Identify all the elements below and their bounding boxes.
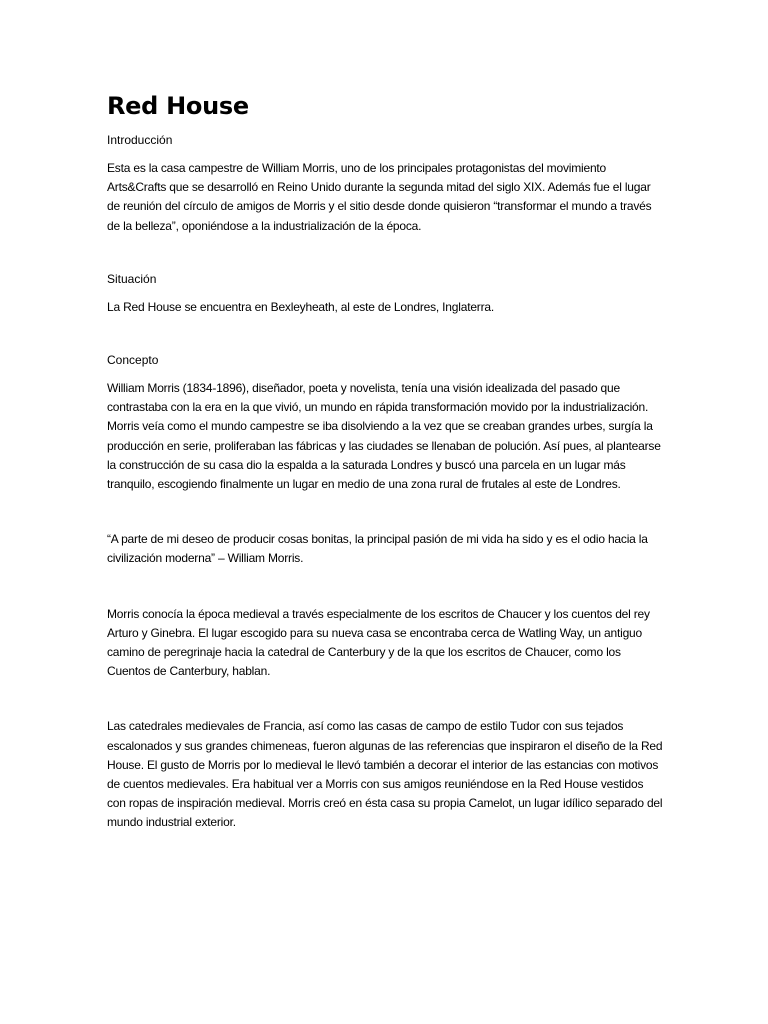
paragraph-introduccion: Esta es la casa campestre de William Morris, uno de los principales protagonistas del movimiento Arts&Crafts que se desarrolló en Reino Unido durante la segunda mitad del siglo XIX. Además fue el lugar de reunión del círculo de amigos de Morris y el sitio desde donde quisieron “transformar el mundo a través de la belleza”, oponiéndose a la industrialización de la época. bbox=[107, 161, 652, 233]
heading-concepto: Concepto bbox=[107, 353, 159, 368]
paragraph-situacion: La Red House se encuentra en Bexleyheath, al este de Londres, Inglaterra. bbox=[107, 299, 494, 314]
quote-william-morris: “A parte de mi deseo de producir cosas bonitas, la principal pasión de mi vida ha sido y es el odio hacia la civilización moderna” – William Morris. bbox=[107, 532, 648, 566]
paragraph-concepto: William Morris (1834-1896), diseñador, poeta y novelista, tenía una visión idealizada del pasado que contrastaba con la era en la que vivió, un mundo en rápida transformación movido por la industrialización. Morris veía como el mundo campestre se iba disolviendo a la vez que se creaban grandes urbes, surgía la producción en serie, proliferaban las fábricas y las ciudades se llenaban de polución. Así pues, al plantearse la construcción de su casa dio la espalda a la saturada Londres y buscó una parcela en un lugar más tranquilo, escogiendo finalmente un lugar en medio de una zona rural de frutales al este de Londres. bbox=[107, 381, 661, 492]
paragraph-medieval: Morris conocía la época medieval a través especialmente de los escritos de Chaucer y los cuentos del rey Arturo y Ginebra. El lugar escogido para su nueva casa se encontraba cerca de Watling Way, un antiguo camino de peregrinaje hacia la catedral de Canterbury y de la que los escritos de Chaucer, como los Cuentos de Canterbury, hablan. bbox=[107, 606, 650, 679]
paragraph-catedrales: Las catedrales medievales de Francia, así como las casas de campo de estilo Tudor con sus tejados escalonados y sus grandes chimeneas, fueron algunas de las referencias que inspiraron el diseño de la Red House. El gusto de Morris por lo medieval le llevó también a decorar el interior de las estancias con motivos de cuentos medievales. Era habitual ver a Morris con sus amigos reuniéndose en la Red House vestidos con ropas de inspiración medieval. Morris creó en ésta casa su propia Camelot, un lugar idílico separado del mundo industrial exterior. bbox=[107, 719, 663, 830]
heading-situacion: Situación bbox=[107, 271, 157, 286]
document-title: Red House bbox=[107, 92, 249, 120]
document-page bbox=[107, 90, 663, 833]
heading-introduccion: Introducción bbox=[107, 133, 173, 147]
